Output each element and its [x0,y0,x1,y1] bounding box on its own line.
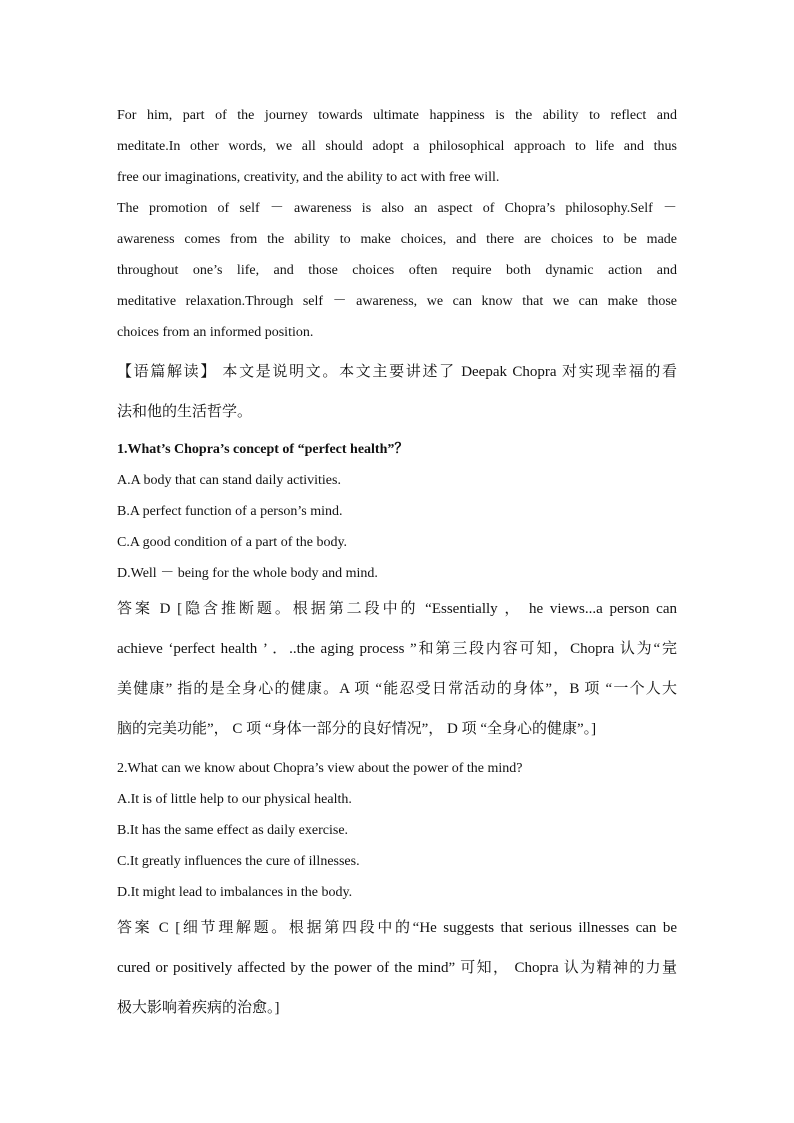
text-line: cured or positively affected by the power of the mind” 可知， Chopra 认为精神的力量 [117,960,677,976]
answer-explanation [117,589,677,749]
text-line: 脑的完美功能”， C 项 “身体一部分的良好情况”， D 项 “全身心的健康”。] [117,721,597,737]
text-line: achieve ‘perfect health ’ ．..the aging process ”和第三段内容可知，Chopra 认为“完 [117,641,677,657]
text-line: meditate.In other words, we all should adopt a philosophical approach to life and thus [117,139,677,154]
option-a: A.It is of little help to our physical health. [117,792,352,807]
text-line: free our imaginations, creativity, and the ability to act with free will. [117,170,500,185]
text-line: choices from an informed position. [117,325,314,340]
option-b: B.A perfect function of a person’s mind. [117,504,343,519]
question-2 [117,753,677,1028]
text-line: For him, part of the journey towards ultimate happiness is the ability to reflect and [117,108,677,123]
option-c: C.A good condition of a part of the body. [117,535,348,550]
question-stem: 1.What’s Chopra’s concept of “perfect health”？ [117,442,409,457]
answer-explanation [117,908,677,1028]
text-line: throughout one’s life, and those choices often require both dynamic action and [117,263,677,278]
text-line: 法和他的生活哲学。 [117,404,253,420]
question-1 [117,434,677,749]
text-line: 【语篇解读】 本文是说明文。本文主要讲述了 Deepak Chopra 对实现幸福的看 [117,364,677,380]
text-line: The promotion of self － awareness is also an aspect of Chopra’s philosophy.Self － [117,201,677,216]
document-content [117,100,677,1028]
passage-paragraph-2 [117,193,677,348]
text-line: 极大影响着疾病的治愈。] [117,1000,280,1016]
question-stem: 2.What can we know about Chopra’s view about the power of the mind? [117,761,523,776]
passage-paragraph-1 [117,100,677,193]
option-d: D.Well － being for the whole body and mind. [117,566,378,581]
text-line: 答案 D [隐含推断题。根据第二段中的 “Essentially ， he views...a person can [117,601,677,617]
option-d: D.It might lead to imbalances in the body. [117,885,353,900]
text-line: 美健康” 指的是全身心的健康。A 项 “能忍受日常活动的身体”，B 项 “一个人大 [117,681,677,697]
option-b: B.It has the same effect as daily exercise. [117,823,349,838]
text-line: 答案 C [细节理解题。根据第四段中的“He suggests that serious illnesses can be [117,920,677,936]
option-c: C.It greatly influences the cure of illnesses. [117,854,360,869]
option-a: A.A body that can stand daily activities. [117,473,341,488]
text-line: meditative relaxation.Through self － awareness, we can know that we can make those [117,294,677,309]
passage-analysis [117,352,677,432]
text-line: awareness comes from the ability to make choices, and there are choices to be made [117,232,677,247]
